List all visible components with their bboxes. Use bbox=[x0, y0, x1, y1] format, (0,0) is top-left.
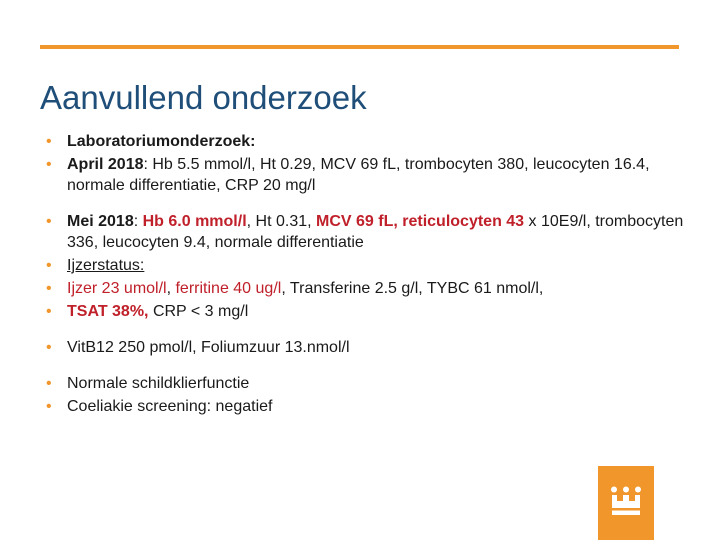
bullet-text-segment: , Transferine 2.5 g/l, TYBC 61 nmol/l, bbox=[281, 280, 544, 297]
bullet-text-segment: x 10E9/l, trombocyten 336, leucocyten 9.4, normale differentiatie bbox=[67, 213, 684, 251]
logo-badge bbox=[598, 466, 654, 540]
bullet-text-segment: Normale schildklierfunctie bbox=[67, 375, 250, 392]
bullet-text-segment: VitB12 250 pmol/l, Foliumzuur 13.nmol/l bbox=[67, 339, 350, 356]
bullet-content bbox=[44, 131, 684, 432]
bullet-group bbox=[44, 373, 684, 417]
bullet-item bbox=[44, 373, 684, 394]
bullet-item bbox=[44, 131, 684, 152]
bullet-text-segment: ferritine 40 ug/l bbox=[175, 280, 282, 297]
bullet-text-segment: Laboratoriumonderzoek: bbox=[67, 133, 256, 150]
bullet-item bbox=[44, 337, 684, 358]
bullet-text-segment: TSAT 38%, bbox=[67, 303, 149, 320]
slide-title: Aanvullend onderzoek bbox=[40, 79, 367, 116]
bullet-group bbox=[44, 337, 684, 358]
bullet-item bbox=[44, 255, 684, 276]
bullet-text-segment: CRP < 3 mg/l bbox=[148, 303, 249, 320]
bullet-text-segment: Ijzer 23 umol/l bbox=[67, 280, 167, 297]
bullet-text-segment: : Hb 5.5 mmol/l, Ht 0.29, MCV 69 fL, trombocyten 380, leucocyten 16.4, normale differentiatie, CRP 20 mg/l bbox=[67, 156, 650, 194]
bullet-group bbox=[44, 211, 684, 322]
bullet-item bbox=[44, 278, 684, 299]
bullet-text-segment: Hb 6.0 mmol/l bbox=[142, 213, 247, 230]
bullet-item bbox=[44, 211, 684, 253]
bullet-item bbox=[44, 396, 684, 417]
bullet-text-segment: Mei 2018 bbox=[67, 213, 134, 230]
bullet-group bbox=[44, 131, 684, 196]
bullet-text-segment: , bbox=[166, 280, 176, 297]
crown-icon bbox=[610, 486, 642, 516]
bullet-text-segment: , Ht 0.31, bbox=[246, 213, 317, 230]
bullet-item bbox=[44, 301, 684, 322]
bullet-text-segment: Coeliakie screening: negatief bbox=[67, 398, 273, 415]
bullet-text-segment: : bbox=[133, 213, 143, 230]
bullet-text-segment: Ijzerstatus: bbox=[67, 257, 145, 274]
bullet-item bbox=[44, 154, 684, 196]
bullet-text-segment: April 2018 bbox=[67, 156, 144, 173]
top-accent-rule bbox=[40, 45, 679, 49]
bullet-text-segment: MCV 69 fL, reticulocyten 43 bbox=[316, 213, 525, 230]
